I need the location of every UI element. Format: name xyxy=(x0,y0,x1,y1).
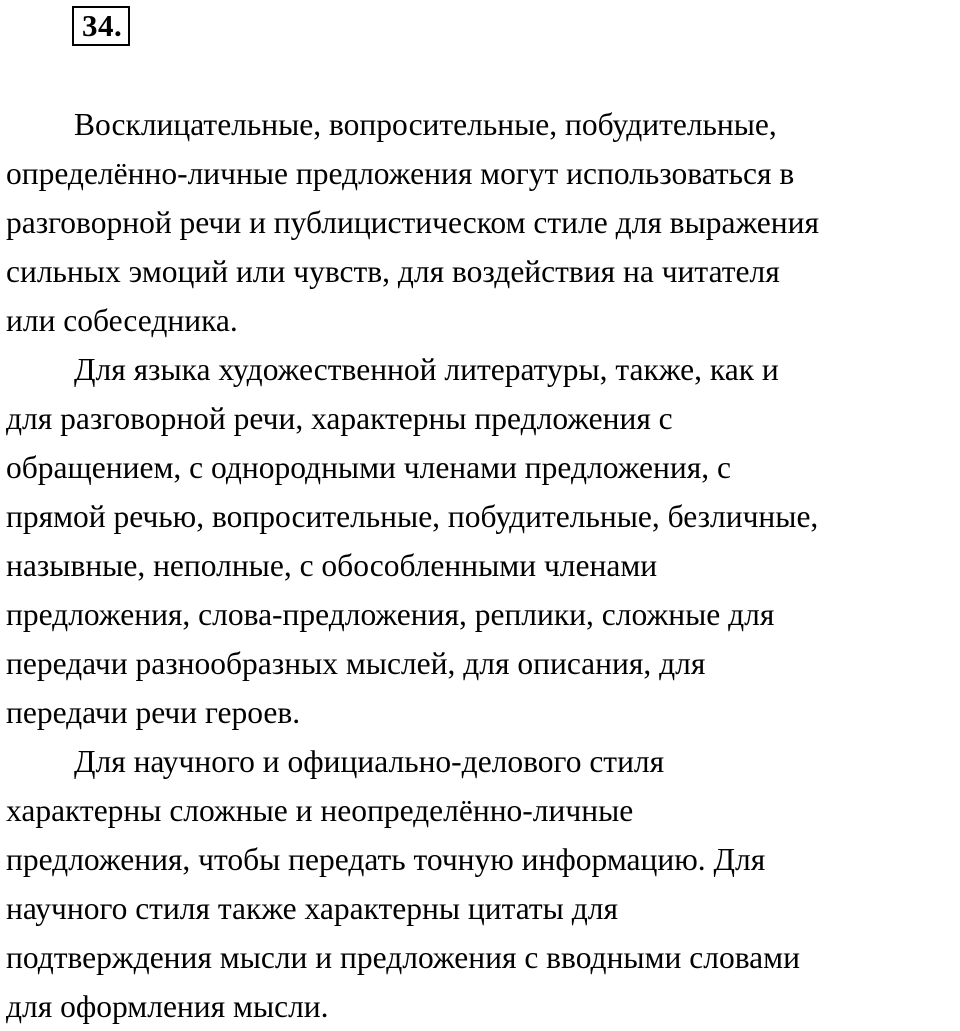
text-line: характерны сложные и неопределённо-личные xyxy=(6,793,634,828)
paragraph-3 xyxy=(6,737,958,1031)
body-text xyxy=(6,100,958,1031)
text-line: подтверждения мысли и предложения с вводными словами xyxy=(6,940,800,975)
text-line: Для языка художественной литературы, также, как и xyxy=(74,352,779,387)
text-line: предложения, слова-предложения, реплики, сложные для xyxy=(6,597,775,632)
text-line: Восклицательные, вопросительные, побудительные, xyxy=(74,107,777,142)
text-line: или собеседника. xyxy=(6,303,238,338)
text-line: сильных эмоций или чувств, для воздействия на читателя xyxy=(6,254,780,289)
text-line: предложения, чтобы передать точную информацию. Для xyxy=(6,842,766,877)
text-line: прямой речью, вопросительные, побудительные, безличные, xyxy=(6,499,819,534)
text-line: назывные, неполные, с обособленными членами xyxy=(6,548,658,583)
text-line: для оформления мысли. xyxy=(6,989,329,1024)
text-line: передачи речи героев. xyxy=(6,695,301,730)
paragraph-2 xyxy=(6,345,958,737)
text-line: Для научного и официально-делового стиля xyxy=(74,744,665,779)
paragraph-1 xyxy=(6,100,958,345)
text-line: для разговорной речи, характерны предложения с xyxy=(6,401,673,436)
text-line: разговорной речи и публицистическом стиле для выражения xyxy=(6,205,819,240)
text-line: научного стиля также характерны цитаты для xyxy=(6,891,618,926)
text-line: передачи разнообразных мыслей, для описания, для xyxy=(6,646,706,681)
text-line: определённо-личные предложения могут использоваться в xyxy=(6,156,795,191)
exercise-number-box: 34. xyxy=(72,6,130,46)
text-line: обращением, с однородными членами предложения, с xyxy=(6,450,731,485)
